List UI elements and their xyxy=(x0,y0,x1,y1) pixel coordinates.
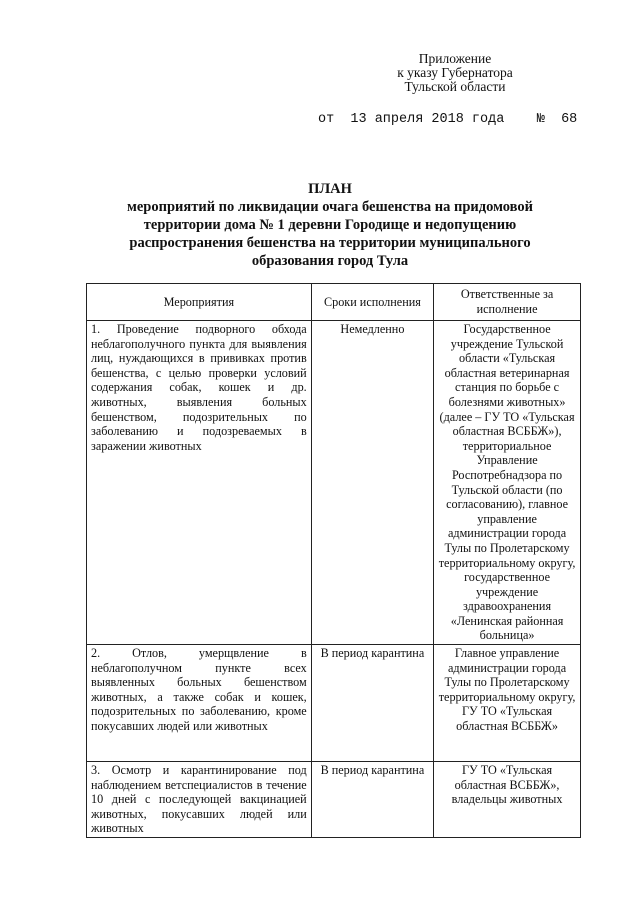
decree-number: 68 xyxy=(561,112,578,127)
term-cell: Немедленно xyxy=(311,321,433,645)
term-cell: В период карантина xyxy=(311,645,433,762)
table-row xyxy=(87,645,581,762)
document-title xyxy=(110,180,550,270)
table-row xyxy=(87,762,581,838)
decree-number-label: № xyxy=(536,112,545,127)
appendix-line: Тульской области xyxy=(404,79,506,94)
term-cell: В период карантина xyxy=(311,762,433,838)
decree-line xyxy=(318,112,577,127)
activity-cell: 1. Проведение подворного обхода неблагополучного пункта для выявления лиц, нуждающихся в прививках против бешенства, с целью проверки условий содержания собак, кошек и др. животных, выявления больных бешенством, подозрительных по заболеванию и подозреваемых в заражении животных xyxy=(87,321,312,645)
table-header-row xyxy=(87,284,581,321)
appendix-line: Приложение xyxy=(418,51,492,66)
activity-cell: 2. Отлов, умерщвление в неблагополучном пункте всех выявленных больных бешенством животных, а также собак и кошек, подозрительных по заболеванию, кроме покусавших людей или животных xyxy=(87,645,312,762)
activity-cell: 3. Осмотр и карантинирование под наблюдением ветспециалистов в течение 10 дней с последующей вакцинацией животных, покусавших людей или животных xyxy=(87,762,312,838)
decree-from-label: от xyxy=(318,112,335,127)
responsible-cell: Государственное учреждение Тульской области «Тульская областная ветеринарная станция по борьбе с болезнями животных» (далее – ГУ ТО «Тульская областная ВСББЖ»), территориальное Управление Роспотребнадзора по Тульской области (по согласованию), главное управление администрации города Тулы по Пролетарскому территориальному округу, государственное учреждение здравоохранения «Ленинская районная больница» xyxy=(434,321,581,645)
plan-table xyxy=(86,283,581,838)
appendix-header xyxy=(380,52,530,94)
decree-date: 13 апреля 2018 года xyxy=(350,112,505,127)
column-header-deadlines: Сроки исполнения xyxy=(311,284,433,321)
title-subheading: мероприятий по ликвидации очага бешенства на придомовой территории дома № 1 деревни Городище и недопущению распространения бешенства на территории муниципального образования город Тула xyxy=(126,199,533,269)
column-header-activities: Мероприятия xyxy=(87,284,312,321)
table-row xyxy=(87,321,581,645)
title-heading: ПЛАН xyxy=(308,181,352,197)
responsible-cell: ГУ ТО «Тульская областная ВСББЖ», владельцы животных xyxy=(434,762,581,838)
column-header-responsible: Ответственные за исполнение xyxy=(434,284,581,321)
appendix-line: к указу Губернатора xyxy=(397,65,513,80)
responsible-cell: Главное управление администрации города Тулы по Пролетарскому территориальному округу, ГУ ТО «Тульская областная ВСББЖ» xyxy=(434,645,581,762)
